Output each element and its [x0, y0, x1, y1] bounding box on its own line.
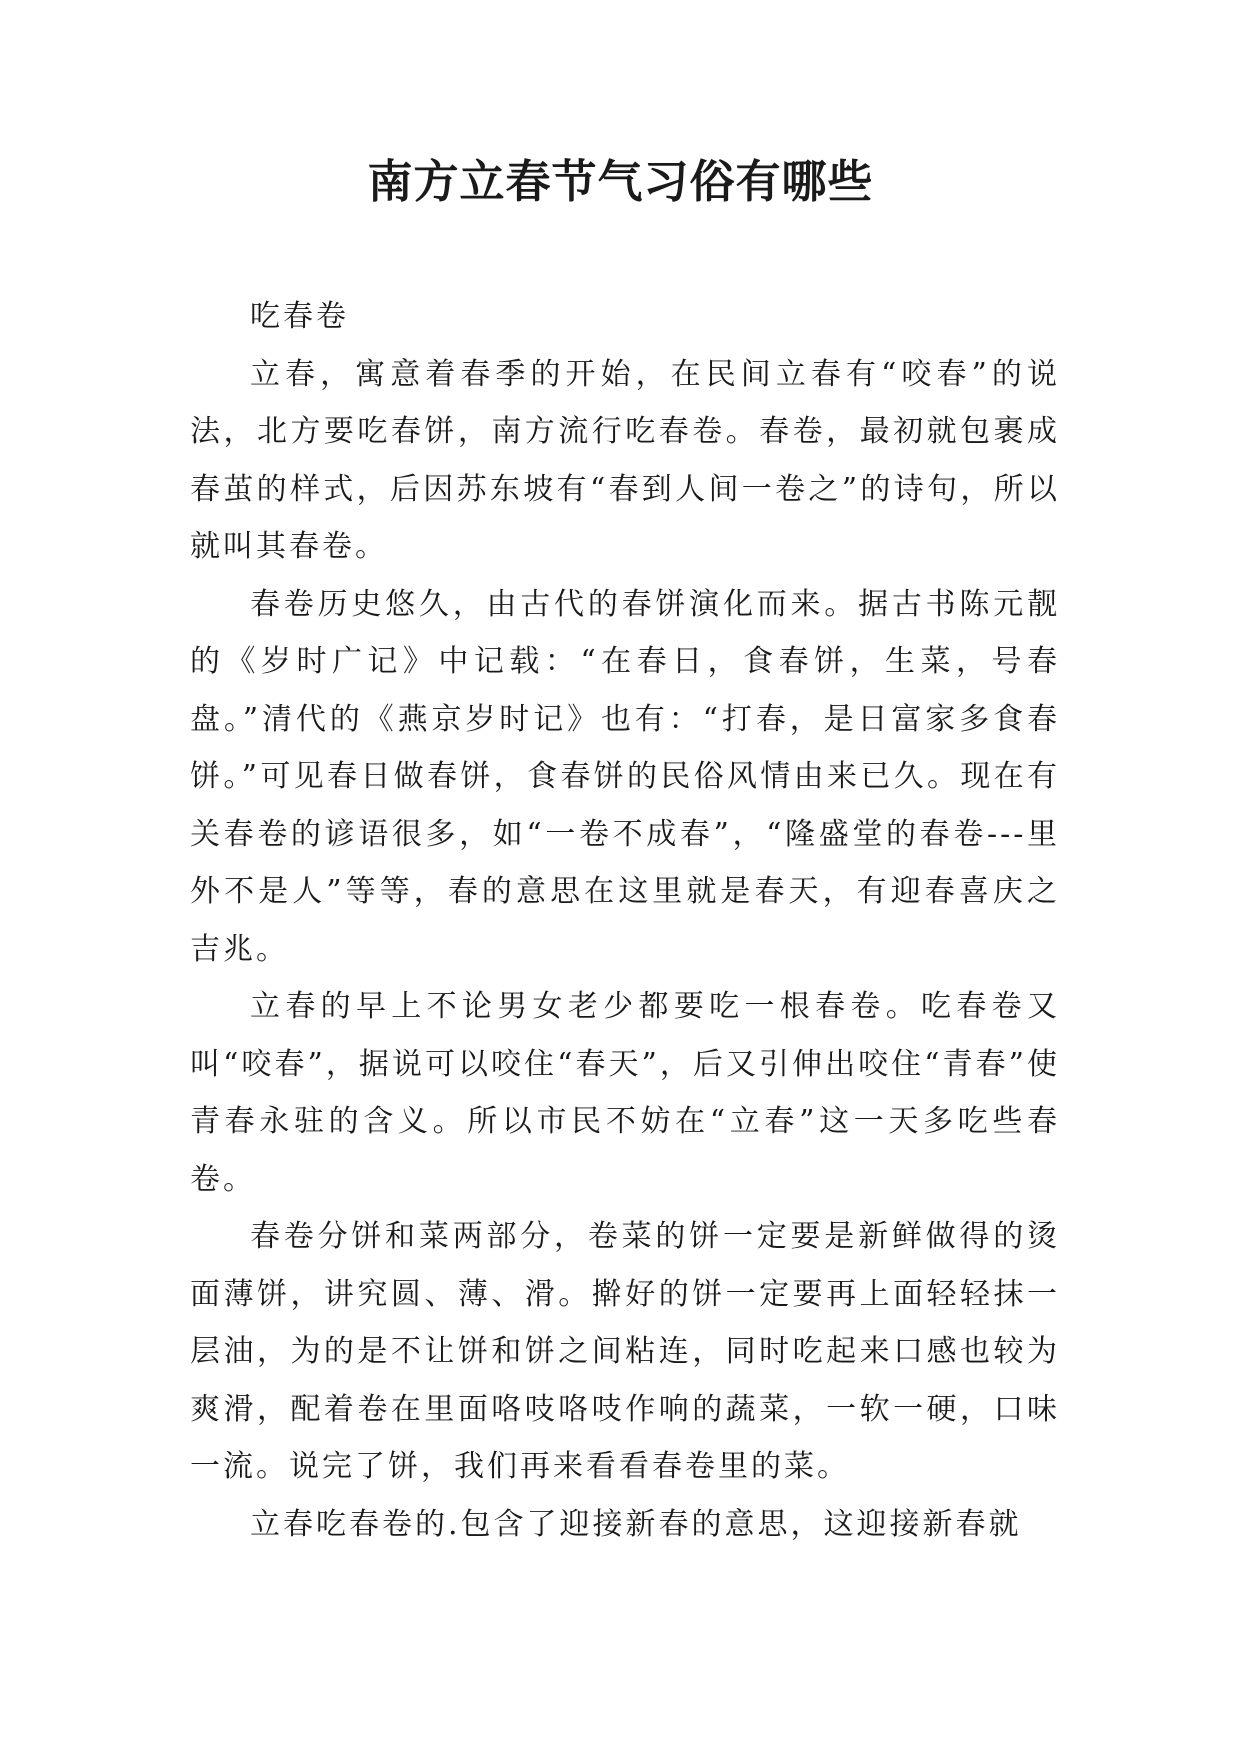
paragraph: 春卷历史悠久，由古代的春饼演化而来。据古书陈元靓的《岁时广记》中记载：“在春日，食春饼，生菜，号春盘。”清代的《燕京岁时记》也有：“打春，是日富家多食春饼。”可见春日做春饼，食春饼的民俗风情由来已久。现在有关春卷的谚语很多，如“一卷不成春”，“隆盛堂的春卷---里外不是人”等等，春的意思在这里就是春天，有迎春喜庆之吉兆。: [190, 586, 1060, 967]
section-heading: 吃春卷: [250, 299, 349, 334]
paragraph: 立春吃春卷的.包含了迎接新春的意思，这迎接新春就: [250, 1506, 1022, 1542]
document-title: 南方立春节气习俗有哪些: [367, 155, 874, 208]
paragraph: 立春的早上不论男女老少都要吃一根春卷。吃春卷又叫“咬春”，据说可以咬住“春天”，后又引伸出咬住“青春”使青春永驻的含义。所以市民不妨在“立春”这一天多吃些春卷。: [190, 989, 1060, 1197]
paragraph: 春卷分饼和菜两部分，卷菜的饼一定要是新鲜做得的烫面薄饼，讲究圆、薄、滑。擀好的饼一定要再上面轻轻抹一层油，为的是不让饼和饼之间粘连，同时吃起来口感也较为爽滑，配着卷在里面咯吱咯吱作响的蔬菜，一软一硬，口味一流。说完了饼，我们再来看看春卷里的菜。: [190, 1219, 1060, 1484]
paragraph: 立春，寓意着春季的开始，在民间立春有“咬春”的说法，北方要吃春饼，南方流行吃春卷。春卷，最初就包裹成春茧的样式，后因苏东坡有“春到人间一卷之”的诗句，所以就叫其春卷。: [190, 356, 1060, 564]
document-body: [190, 288, 1060, 1553]
